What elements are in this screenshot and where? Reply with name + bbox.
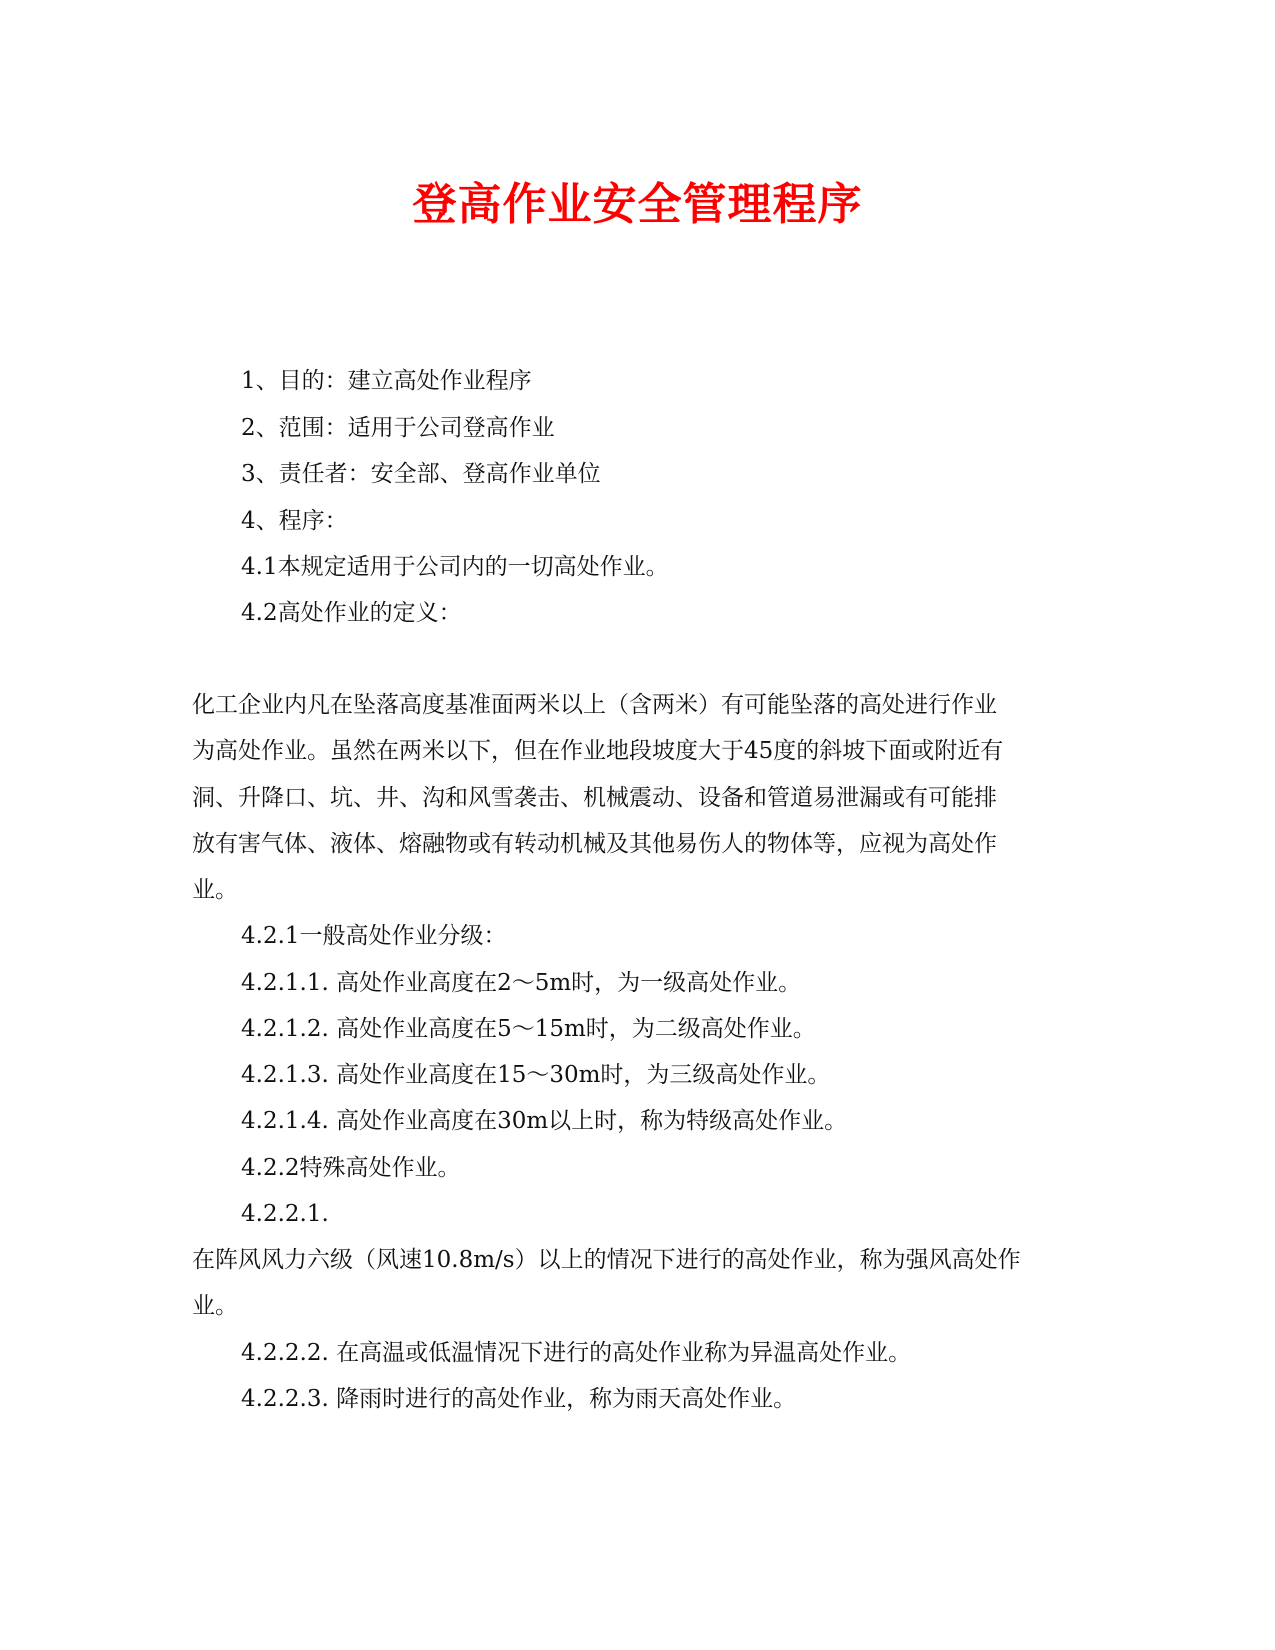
strong-wind-paragraph-line: 在阵风风力六级（风速10.8m/s）以上的情况下进行的高处作业，称为强风高处作	[192, 1247, 1021, 1273]
clause-4-2-2-1: 4.2.2.1.	[241, 1201, 329, 1227]
clause-4-2-2-2: 4.2.2.2. 在高温或低温情况下进行的高处作业称为异温高处作业。	[241, 1340, 912, 1366]
section-procedure: 4、程序：	[241, 508, 348, 534]
clause-4-2-2-3: 4.2.2.3. 降雨时进行的高处作业，称为雨天高处作业。	[241, 1386, 797, 1412]
clause-4-2-1-3: 4.2.1.3. 高处作业高度在15～30m时，为三级高处作业。	[241, 1062, 831, 1088]
section-responsible: 3、责任者：安全部、登高作业单位	[241, 461, 601, 487]
definition-paragraph-line: 为高处作业。虽然在两米以下，但在作业地段坡度大于45度的斜坡下面或附近有	[192, 738, 1004, 764]
document-title: 登高作业安全管理程序	[412, 179, 863, 230]
clause-4-2-1-4: 4.2.1.4. 高处作业高度在30m以上时，称为特级高处作业。	[241, 1108, 848, 1134]
clause-4-2-2: 4.2.2特殊高处作业。	[241, 1155, 461, 1181]
section-scope: 2、范围：适用于公司登高作业	[241, 415, 555, 441]
section-purpose: 1、目的：建立高处作业程序	[241, 368, 532, 394]
definition-paragraph-line: 业。	[192, 877, 238, 903]
clause-4-1: 4.1本规定适用于公司内的一切高处作业。	[241, 554, 669, 580]
clause-4-2: 4.2高处作业的定义：	[241, 600, 462, 626]
definition-paragraph-line: 化工企业内凡在坠落高度基准面两米以上（含两米）有可能坠落的高处进行作业	[192, 692, 997, 718]
strong-wind-paragraph-line: 业。	[192, 1293, 238, 1319]
clause-4-2-1-2: 4.2.1.2. 高处作业高度在5～15m时，为二级高处作业。	[241, 1016, 816, 1042]
definition-paragraph-line: 放有害气体、液体、熔融物或有转动机械及其他易伤人的物体等，应视为高处作	[192, 831, 997, 857]
definition-paragraph-line: 洞、升降口、坑、井、沟和风雪袭击、机械震动、设备和管道易泄漏或有可能排	[192, 785, 997, 811]
clause-4-2-1-1: 4.2.1.1. 高处作业高度在2～5m时，为一级高处作业。	[241, 970, 802, 996]
clause-4-2-1: 4.2.1一般高处作业分级：	[241, 923, 507, 949]
